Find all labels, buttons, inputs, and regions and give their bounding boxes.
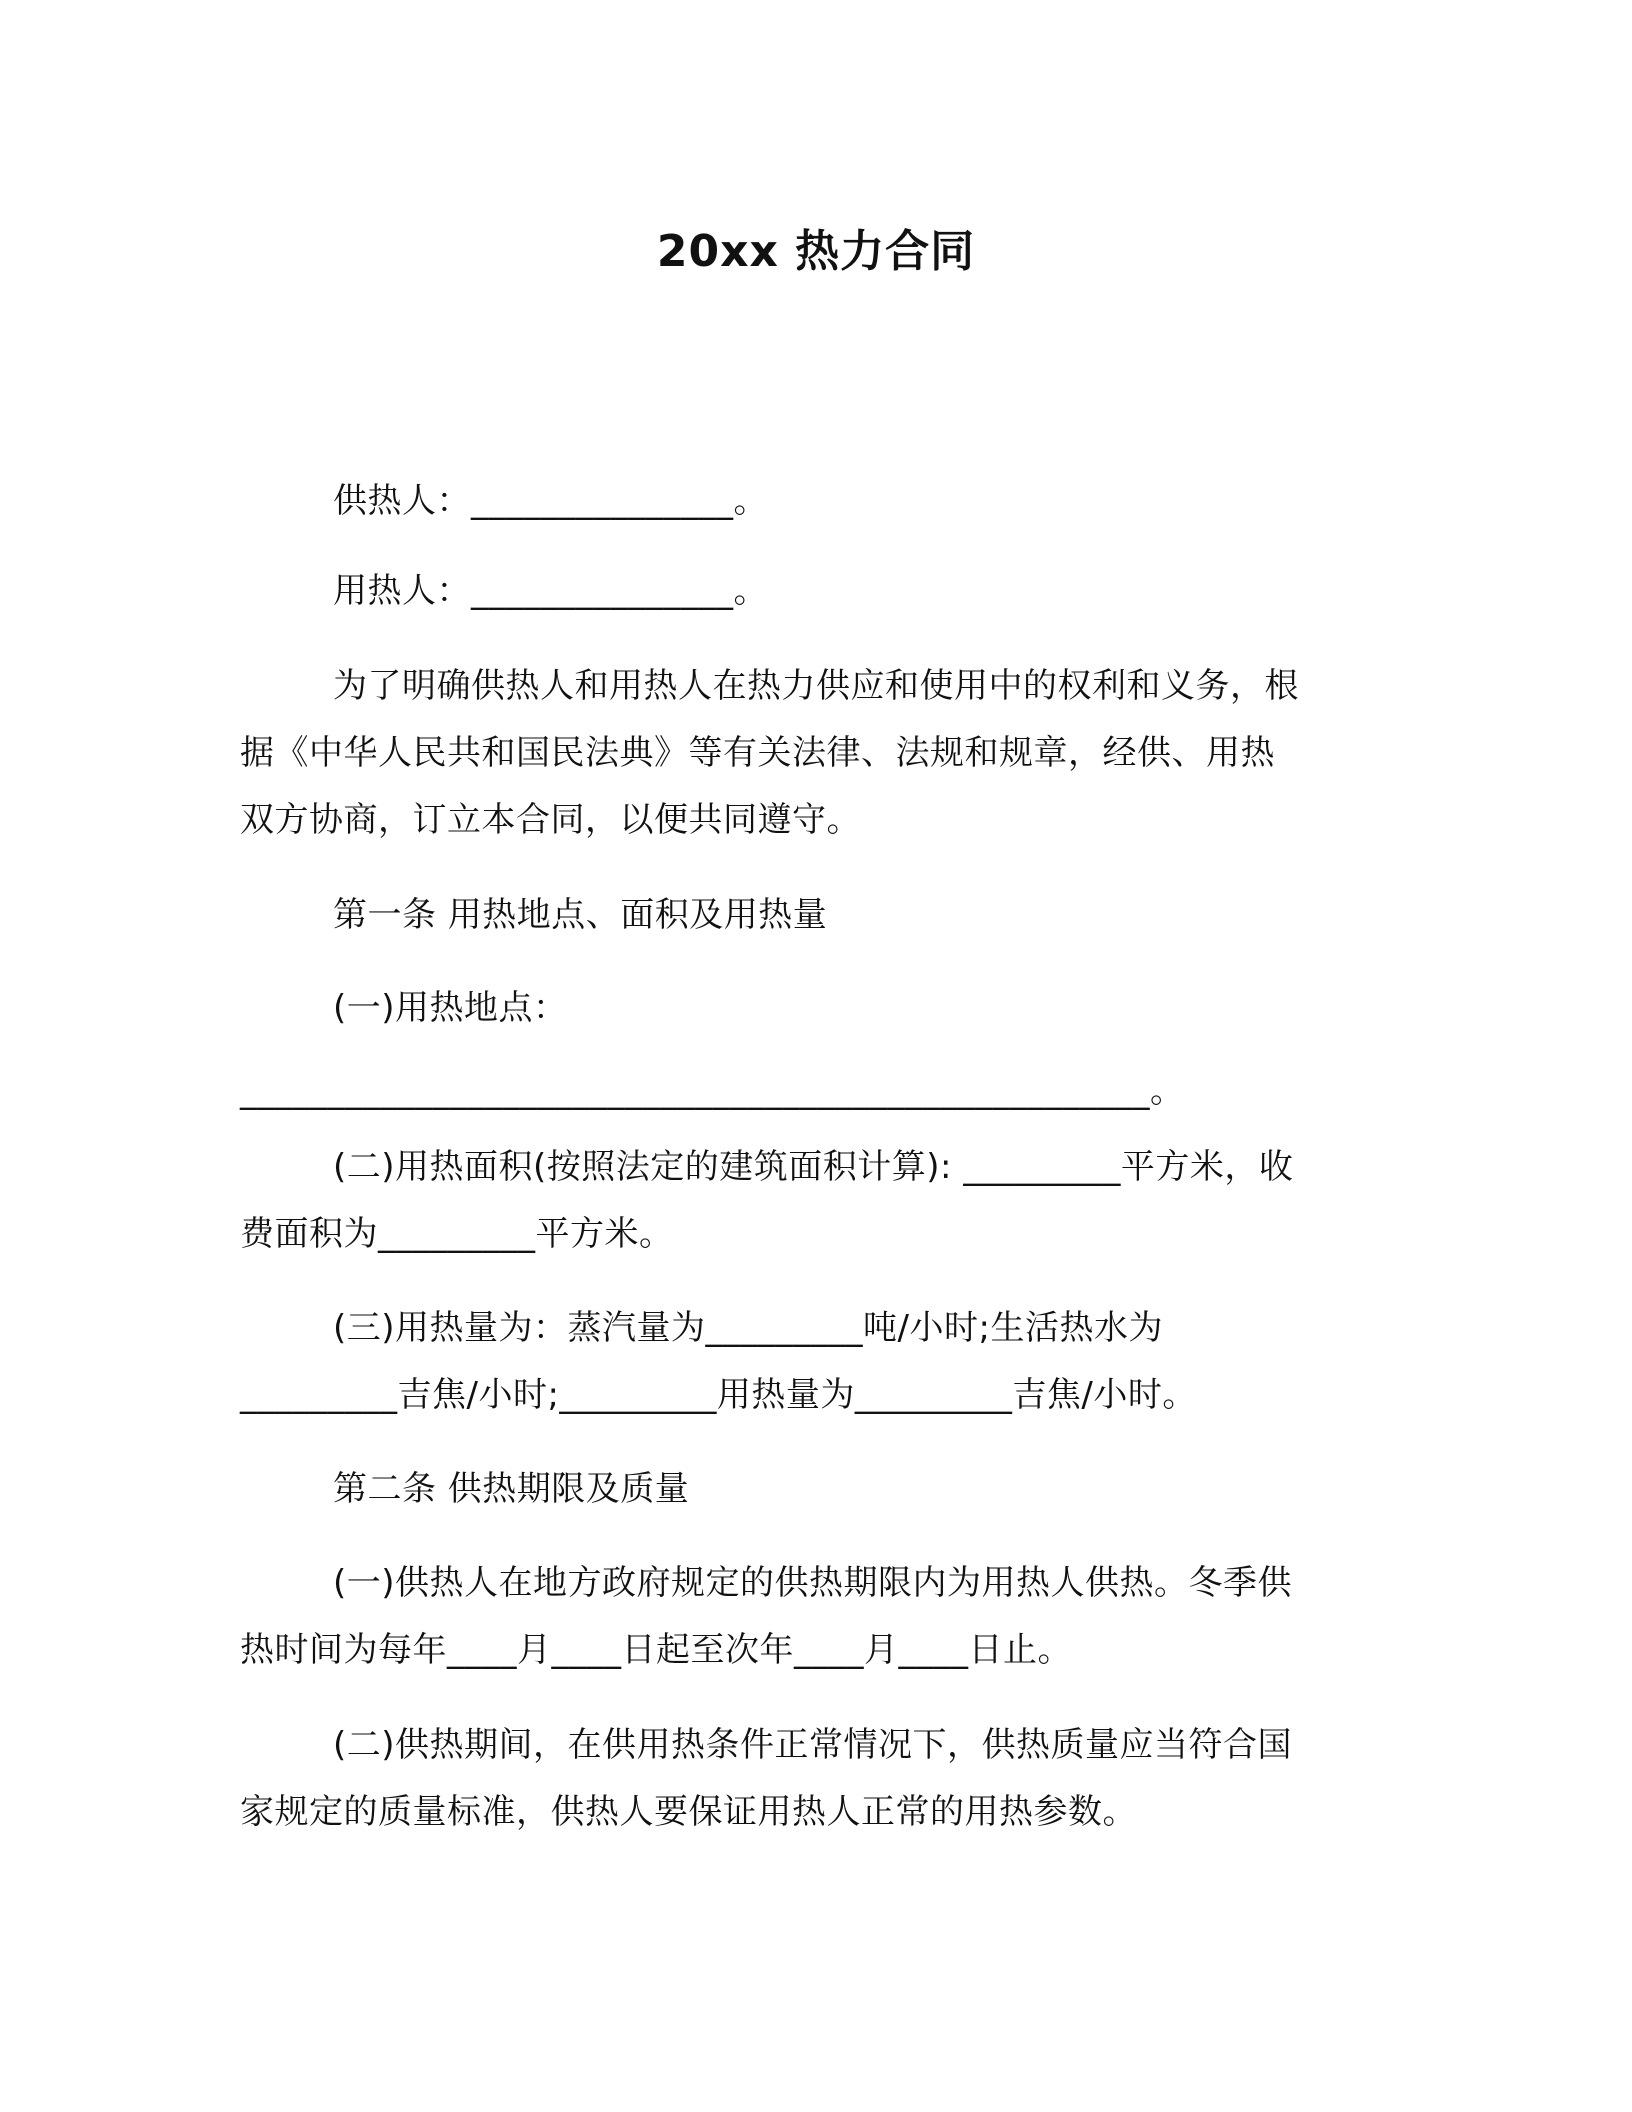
- clause-2-2-line-1: (二)供热期间，在供用热条件正常情况下，供热质量应当符合国: [333, 1725, 1293, 1765]
- clause-1-3-line-2: _________吉焦/小时;_________用热量为_________吉焦/小时。: [240, 1375, 1197, 1415]
- clause-1-1-blank: ____________________________________________________。: [240, 1071, 1185, 1111]
- clause-2-1-line-1: (一)供热人在地方政府规定的供热期限内为用热人供热。冬季供: [333, 1563, 1293, 1603]
- preamble-line-3: 双方协商，订立本合同，以便共同遵守。: [240, 800, 861, 840]
- user-line: 用热人：_______________。: [333, 571, 768, 611]
- preamble-line-1: 为了明确供热人和用热人在热力供应和使用中的权利和义务，根: [333, 666, 1299, 706]
- clause-2-1-line-2: 热时间为每年____月____日起至次年____月____日止。: [240, 1630, 1072, 1670]
- clause-1-3-line-1: (三)用热量为：蒸汽量为_________吨/小时;生活热水为: [333, 1308, 1163, 1348]
- document-title: 20xx 热力合同: [656, 226, 976, 277]
- supplier-line: 供热人：_______________。: [333, 481, 768, 521]
- clause-2-2-line-2: 家规定的质量标准，供热人要保证用热人正常的用热参数。: [240, 1792, 1137, 1832]
- article-2-heading: 第二条 供热期限及质量: [333, 1469, 690, 1509]
- article-1-heading: 第一条 用热地点、面积及用热量: [333, 895, 828, 935]
- clause-1-1-label: (一)用热地点：: [333, 988, 568, 1028]
- clause-1-2-line-1: (二)用热面积(按照法定的建筑面积计算): _________平方米，收: [333, 1147, 1294, 1187]
- preamble-line-2: 据《中华人民共和国民法典》等有关法律、法规和规章，经供、用热: [240, 733, 1275, 773]
- clause-1-2-line-2: 费面积为_________平方米。: [240, 1214, 674, 1254]
